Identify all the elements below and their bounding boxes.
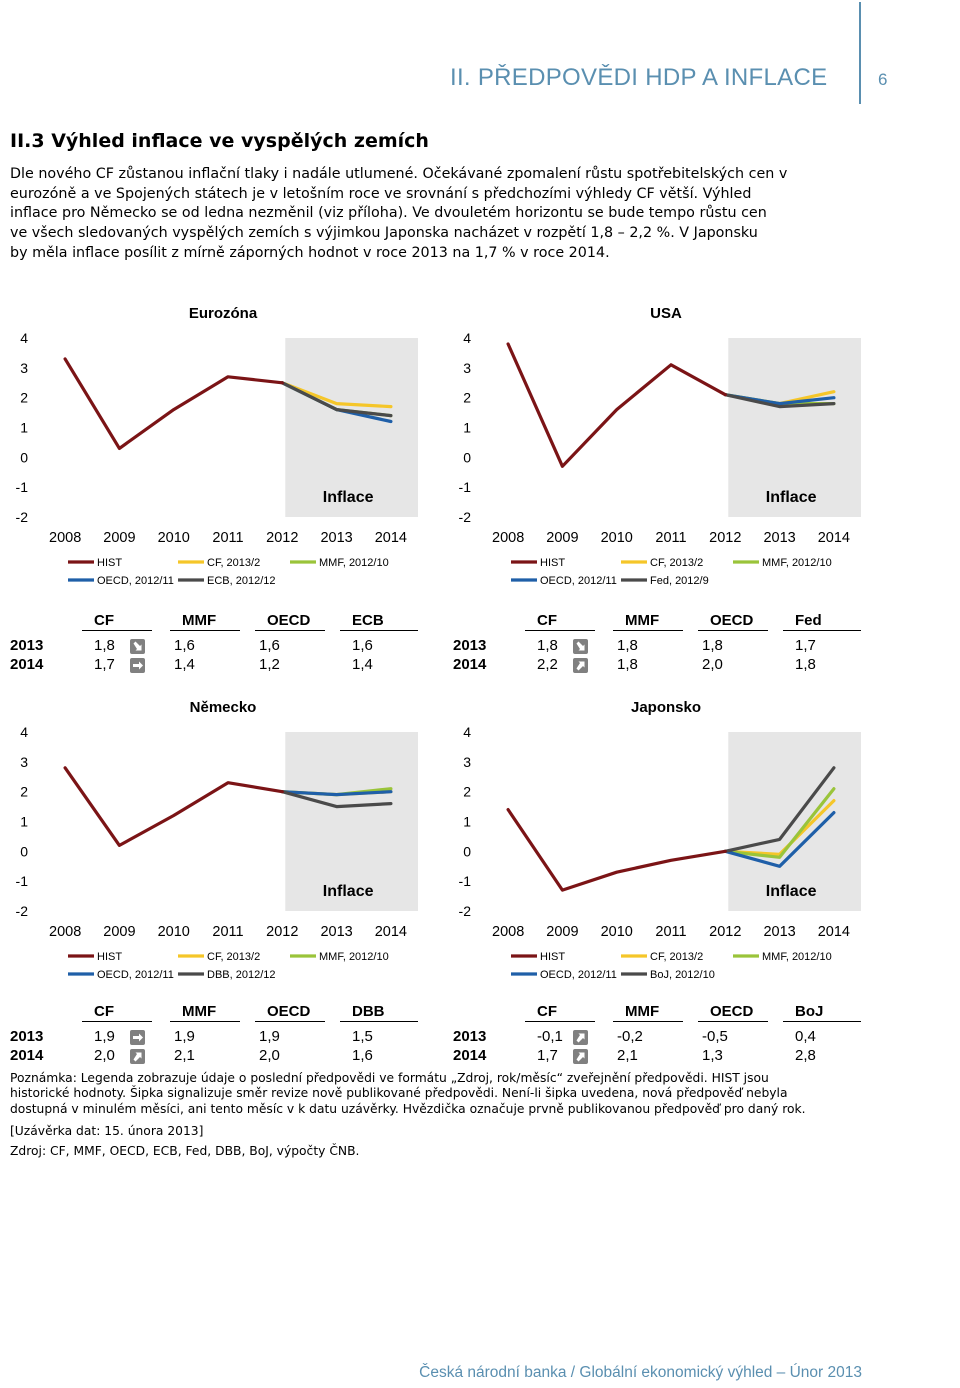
x-tick-label: 2011 [655, 530, 687, 546]
table-header: MMF [182, 1003, 217, 1020]
paragraph-line: eurozóně a ve Spojených státech je v letošním roce ve srovnání s předchozími výhledy CF větší. Výhled [10, 185, 752, 202]
header-underline [340, 630, 418, 631]
y-tick-label: 2 [463, 783, 471, 800]
y-tick-label: 2 [20, 783, 28, 800]
legend-label: Fed, 2012/9 [650, 575, 709, 587]
series-line-hist [508, 810, 725, 891]
note-line: historické hodnoty. Šipka signalizuje směr revize nově publikované předpovědi. Není-li šipka uvedena, nová předpověď nebyla [10, 1086, 788, 1101]
mmf-value: 2,1 [617, 1047, 638, 1064]
revision-arrow [130, 658, 145, 673]
x-tick-label: 2011 [212, 530, 244, 546]
arrow-up-icon [573, 1030, 588, 1045]
chart-svg [0, 295, 440, 595]
cf-value: 1,7 [94, 656, 115, 673]
forecast-table-eurozona [10, 612, 430, 674]
revision-arrow [130, 1030, 145, 1045]
x-tick-label: 2010 [600, 924, 633, 940]
arrow-up-icon [130, 1049, 145, 1064]
row-year: 2014 [10, 656, 44, 673]
x-tick-label: 2008 [49, 530, 82, 546]
header-underline [82, 1021, 152, 1022]
central-bank-value: 1,4 [352, 656, 373, 673]
mmf-value: -0,2 [617, 1028, 643, 1045]
mmf-value: 1,8 [617, 656, 638, 673]
revision-arrow [130, 639, 145, 654]
y-tick-label: 4 [463, 330, 471, 346]
page-number: 6 [878, 70, 888, 89]
central-bank-value: 0,4 [795, 1028, 816, 1045]
legend-label: HIST [540, 951, 566, 963]
central-bank-value: 1,8 [795, 656, 816, 673]
cf-value: 1,7 [537, 1047, 558, 1064]
y-tick-label: -2 [458, 903, 471, 919]
chapter-title: II. PŘEDPOVĚDI HDP A INFLACE [450, 64, 828, 91]
legend-label: MMF, 2012/10 [762, 951, 832, 963]
y-tick-label: -1 [458, 873, 471, 890]
y-tick-label: 1 [463, 419, 471, 436]
y-tick-label: -1 [458, 479, 471, 496]
legend-label: MMF, 2012/10 [319, 557, 389, 569]
x-tick-label: 2013 [763, 530, 796, 546]
arrow-down-icon [130, 639, 145, 654]
forecast-table-nemecko [10, 1003, 430, 1065]
header-underline [613, 630, 683, 631]
x-tick-label: 2010 [157, 530, 190, 546]
x-tick-label: 2008 [492, 924, 525, 940]
closing-date: [Uzávěrka dat: 15. února 2013] [10, 1124, 204, 1138]
row-year: 2013 [453, 1028, 487, 1045]
table-header: MMF [182, 612, 217, 629]
note-line: Poznámka: Legenda zobrazuje údaje o poslední předpovědi ve formátu „Zdroj, rok/měsíc“ zveřejnění předpovědi. HIST jsou [10, 1071, 769, 1085]
oecd-value: -0,5 [702, 1028, 728, 1045]
legend-label: HIST [540, 557, 566, 569]
oecd-value: 2,0 [702, 656, 723, 673]
table-header: BoJ [795, 1003, 824, 1020]
legend-label: CF, 2013/2 [207, 557, 261, 569]
y-tick-label: -1 [15, 873, 28, 890]
x-tick-label: 2012 [709, 924, 742, 940]
y-tick-label: 4 [20, 330, 28, 346]
chart-annotation: Inflace [322, 883, 374, 900]
oecd-value: 1,6 [259, 637, 280, 654]
table-header: OECD [267, 1003, 311, 1020]
chart-annotation: Inflace [765, 883, 817, 900]
table-header: DBB [352, 1003, 385, 1020]
chart-svg [0, 689, 440, 989]
note [10, 1071, 862, 1117]
y-tick-label: 1 [463, 813, 471, 830]
header-underline [525, 1021, 595, 1022]
sources: Zdroj: CF, MMF, OECD, ECB, Fed, DBB, BoJ, výpočty ČNB. [10, 1144, 360, 1158]
y-tick-label: 1 [20, 419, 28, 436]
mmf-value: 1,6 [174, 637, 195, 654]
arrow-glyph [577, 662, 585, 671]
legend-label: HIST [97, 557, 123, 569]
legend-label: MMF, 2012/10 [762, 557, 832, 569]
arrow-glyph [133, 1034, 143, 1042]
central-bank-value: 1,6 [352, 637, 373, 654]
legend-label: OECD, 2012/11 [97, 575, 174, 587]
y-tick-label: -2 [15, 903, 28, 919]
central-bank-value: 2,8 [795, 1047, 816, 1064]
x-tick-label: 2014 [817, 530, 850, 546]
intro-paragraph [10, 165, 862, 264]
x-tick-label: 2009 [103, 924, 136, 940]
chart-title: USA [650, 305, 682, 322]
y-tick-label: -2 [15, 509, 28, 525]
oecd-value: 1,8 [702, 637, 723, 654]
y-tick-label: 3 [20, 753, 28, 770]
y-tick-label: 0 [20, 843, 28, 860]
oecd-value: 1,9 [259, 1028, 280, 1045]
mmf-value: 1,9 [174, 1028, 195, 1045]
row-year: 2013 [10, 1028, 44, 1045]
x-tick-label: 2011 [655, 924, 687, 940]
header-underline [698, 1021, 768, 1022]
arrow-glyph [577, 1053, 585, 1062]
legend-label: OECD, 2012/11 [540, 575, 617, 587]
y-tick-label: 0 [463, 449, 471, 466]
chart-annotation: Inflace [765, 489, 817, 506]
header-underline [783, 630, 861, 631]
cf-value: 1,9 [94, 1028, 115, 1045]
y-tick-label: 3 [20, 359, 28, 376]
cf-value: 2,0 [94, 1047, 115, 1064]
row-year: 2013 [453, 637, 487, 654]
header-underline [613, 1021, 683, 1022]
table-header: CF [537, 612, 557, 629]
paragraph-line: inflace pro Německo se od ledna nezměnil (viz příloha). Ve dvouletém horizontu se bude tempo růstu cen [10, 205, 767, 222]
x-tick-label: 2009 [546, 924, 579, 940]
chart-title: Japonsko [630, 699, 702, 716]
x-tick-label: 2010 [157, 924, 190, 940]
footer: Česká národní banka / Globální ekonomický výhled – Únor 2013 [419, 1364, 862, 1381]
arrow-down-icon [573, 639, 588, 654]
arrow-glyph [134, 1053, 142, 1062]
legend-label: CF, 2013/2 [650, 951, 704, 963]
table-header: MMF [625, 612, 660, 629]
x-tick-label: 2014 [374, 530, 407, 546]
y-tick-label: 3 [463, 753, 471, 770]
x-tick-label: 2014 [374, 924, 407, 940]
cf-value: 1,8 [94, 637, 115, 654]
y-tick-label: 2 [20, 389, 28, 406]
table-header: CF [94, 1003, 114, 1020]
central-bank-value: 1,5 [352, 1028, 373, 1045]
series-line-hist [65, 768, 282, 846]
header-underline [170, 630, 240, 631]
row-year: 2014 [10, 1047, 44, 1064]
header-underline [340, 1021, 418, 1022]
forecast-table-usa [453, 612, 873, 674]
y-tick-label: 1 [20, 813, 28, 830]
chapter-divider [859, 2, 861, 104]
forecast-table-japonsko [453, 1003, 873, 1065]
x-tick-label: 2009 [546, 530, 579, 546]
x-tick-label: 2008 [492, 530, 525, 546]
x-tick-label: 2010 [600, 530, 633, 546]
chart-japonsko [443, 689, 883, 989]
legend-label: BoJ, 2012/10 [650, 969, 715, 981]
y-tick-label: 0 [20, 449, 28, 466]
y-tick-label: 2 [463, 389, 471, 406]
arrow-up-icon [573, 1049, 588, 1064]
x-tick-label: 2012 [266, 924, 299, 940]
oecd-value: 2,0 [259, 1047, 280, 1064]
x-tick-label: 2012 [709, 530, 742, 546]
x-tick-label: 2008 [49, 924, 82, 940]
y-tick-label: 3 [463, 359, 471, 376]
legend-label: OECD, 2012/11 [97, 969, 174, 981]
section-title: II.3 Výhled inflace ve vyspělých zemích [10, 130, 429, 152]
table-header: OECD [267, 612, 311, 629]
arrow-right-icon [130, 1030, 145, 1045]
table-header: CF [537, 1003, 557, 1020]
legend-label: OECD, 2012/11 [540, 969, 617, 981]
cf-value: -0,1 [537, 1028, 563, 1045]
revision-arrow [573, 1030, 588, 1045]
arrow-glyph [577, 642, 585, 651]
header-underline [698, 630, 768, 631]
row-year: 2014 [453, 656, 487, 673]
legend-label: ECB, 2012/12 [207, 575, 276, 587]
chart-nemecko [0, 689, 440, 989]
oecd-value: 1,2 [259, 656, 280, 673]
arrow-glyph [577, 1034, 585, 1043]
x-tick-label: 2011 [212, 924, 244, 940]
table-header: OECD [710, 1003, 754, 1020]
cf-value: 1,8 [537, 637, 558, 654]
arrow-up-icon [573, 658, 588, 673]
central-bank-value: 1,6 [352, 1047, 373, 1064]
chart-title: Německo [189, 699, 257, 716]
legend-label: MMF, 2012/10 [319, 951, 389, 963]
paragraph-line: ve všech sledovaných vyspělých zemích s výjimkou Japonska nacházet v rozpětí 1,8 – 2,2 %. V Japonsku [10, 225, 758, 242]
row-year: 2014 [453, 1047, 487, 1064]
x-tick-label: 2013 [763, 924, 796, 940]
x-tick-label: 2013 [320, 924, 353, 940]
x-tick-label: 2014 [817, 924, 850, 940]
legend-label: HIST [97, 951, 123, 963]
y-tick-label: 0 [463, 843, 471, 860]
header-underline [82, 630, 152, 631]
chart-svg [443, 689, 883, 989]
mmf-value: 2,1 [174, 1047, 195, 1064]
mmf-value: 1,8 [617, 637, 638, 654]
y-tick-label: 4 [463, 724, 471, 740]
header-underline [525, 630, 595, 631]
series-line-hist [65, 359, 282, 449]
legend-label: CF, 2013/2 [650, 557, 704, 569]
header-underline [255, 1021, 325, 1022]
mmf-value: 1,4 [174, 656, 195, 673]
paragraph-line: by měla inflace posílit z mírně záporných hodnot v roce 2013 na 1,7 % v roce 2014. [10, 244, 610, 261]
legend-label: DBB, 2012/12 [207, 969, 276, 981]
chart-usa [443, 295, 883, 595]
table-header: ECB [352, 612, 384, 629]
series-line-hist [508, 344, 725, 466]
oecd-value: 1,3 [702, 1047, 723, 1064]
x-tick-label: 2009 [103, 530, 136, 546]
arrow-right-icon [130, 658, 145, 673]
header-underline [783, 1021, 861, 1022]
y-tick-label: 4 [20, 724, 28, 740]
chart-eurozona [0, 295, 440, 595]
x-tick-label: 2013 [320, 530, 353, 546]
cf-value: 2,2 [537, 656, 558, 673]
table-header: MMF [625, 1003, 660, 1020]
chart-annotation: Inflace [322, 489, 374, 506]
y-tick-label: -2 [458, 509, 471, 525]
revision-arrow [573, 1049, 588, 1064]
arrow-glyph [134, 642, 142, 651]
table-header: OECD [710, 612, 754, 629]
revision-arrow [573, 639, 588, 654]
paragraph-line: Dle nového CF zůstanou inflační tlaky i nadále utlumené. Očekávané zpomalení růstu spotřebitelských cen v [10, 166, 788, 182]
row-year: 2013 [10, 637, 44, 654]
table-header: Fed [795, 612, 822, 629]
chart-title: Eurozóna [188, 305, 258, 322]
x-tick-label: 2012 [266, 530, 299, 546]
table-header: CF [94, 612, 114, 629]
revision-arrow [130, 1049, 145, 1064]
header-underline [170, 1021, 240, 1022]
y-tick-label: -1 [15, 479, 28, 496]
chart-svg [443, 295, 883, 595]
arrow-glyph [133, 662, 143, 670]
revision-arrow [573, 658, 588, 673]
header-underline [255, 630, 325, 631]
note-line: dostupná v minulém měsíci, ani tento měsíc v k datu uzávěrky. Hvězdička označuje prvně publikovanou předpověď pro daný rok. [10, 1101, 806, 1116]
central-bank-value: 1,7 [795, 637, 816, 654]
legend-label: CF, 2013/2 [207, 951, 261, 963]
